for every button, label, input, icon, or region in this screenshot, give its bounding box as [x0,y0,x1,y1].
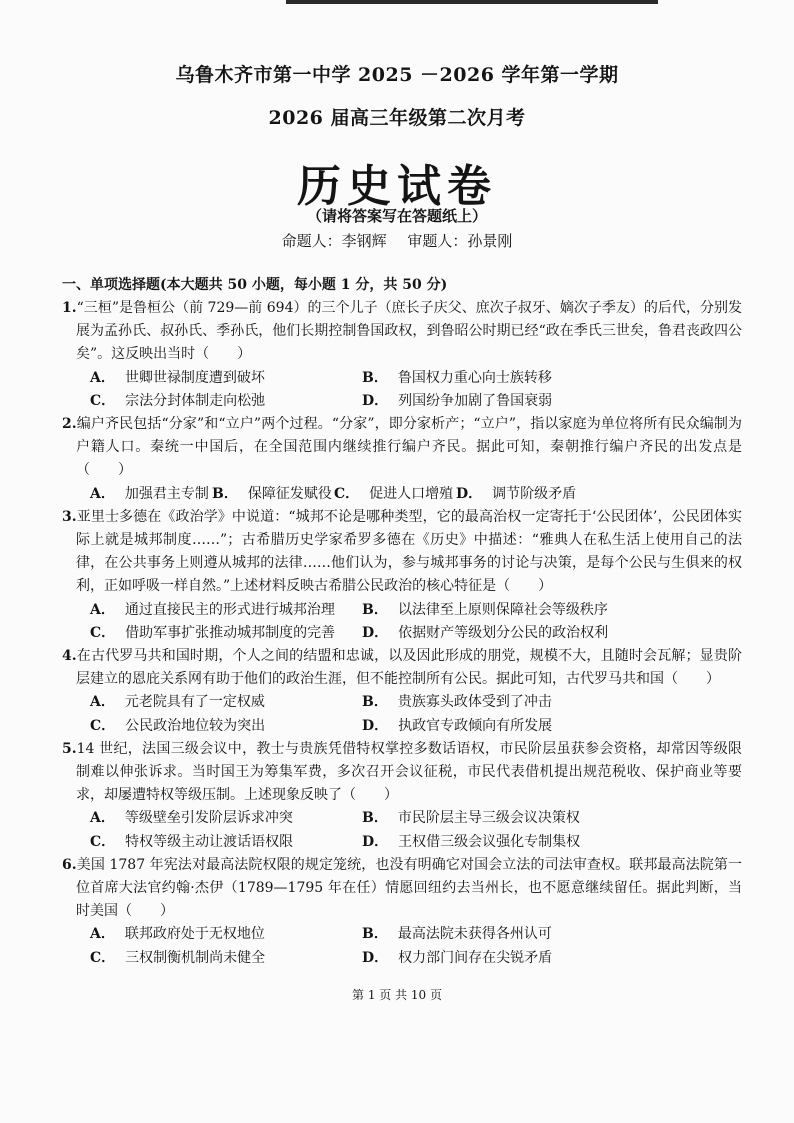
question-number: 6. [62,856,77,873]
question-stem: 14 世纪，法国三级会议中，教士与贵族凭借特权掌控多数话语权，市民阶层虽获参会资格，却常因等级限制难以伸张诉求。当时国王为筹集军费，多次召开会议征税，市民代表借机提出规范税收、保护商业等要求，却屡遭特权等级压制。上述现象反映了（ ） [76,740,742,804]
option-b[interactable]: B． 市民阶层主导三级会议决策权 [362,810,580,827]
option-list [62,599,742,645]
question-stem: “三桓”是鲁桓公（前 729—前 694）的三个儿子（庶长子庆父、庶次子叔牙、嫡次子季友）的后代，分别发展为孟孙氏、叔孙氏、季孙氏，他们长期控制鲁国政权，到鲁昭公时期已经“政在季氏三世矣，鲁君丧政四公矣”。这反映出当时（ ） [76,300,742,363]
option-list [62,923,742,969]
option-a[interactable]: A． 元老院具有了一定权威 [90,694,265,711]
option-list [62,483,742,506]
section-title: 一、单项选择题(本大题共 50 小题，每小题 1 分，共 50 分) [62,277,448,293]
question-number: 5. [62,740,77,757]
option-list [62,691,742,737]
option-d[interactable]: D． 执政官专政倾向有所发展 [362,717,553,734]
question-stem: 编户齐民包括“分家”和“立户”两个过程。“分家”，即分家析产；“立户”，指以家庭为单位将所有民众编制为户籍人口。秦统一中国后，在全国范围内继续推行编户齐民。据此可知，秦朝推行编户齐民的出发点是（ ） [76,416,742,479]
question-2 [62,413,742,506]
option-b[interactable]: B． 鲁国权力重心向士族转移 [362,369,552,386]
option-c[interactable]: C． 借助军事扩张推动城邦制度的完善 [90,624,336,641]
option-a[interactable]: A． 世卿世禄制度遭到破坏 [90,369,265,386]
question-stem: 亚里士多德在《政治学》中说道：“城邦不论是哪种类型，它的最高治权一定寄托于‘公民团体’，公民团体实际上就是城邦制度……”；古希腊历史学家希罗多德在《历史》中描述：“雅典人在私生活上使用自己的法律，在公共事务上则遵从城邦的法律……他们认为，参与城邦事务的讨论与决策，是每个公民与生俱来的权利，正如呼吸一样自然。”上述材料反映古希腊公民政治的核心特征是（ ） [76,508,742,595]
option-d[interactable]: D． 依据财产等级划分公民的政治权利 [362,624,609,641]
authors-line [0,230,794,251]
option-c[interactable]: C． 特权等级主动让渡话语权限 [90,833,294,850]
answer-sheet-note: （请将答案写在答题纸上） [306,207,487,225]
question-3 [62,506,742,645]
question-stem: 美国 1787 年宪法对最高法院权限的规定笼统，也没有明确它对国会立法的司法审查权。联邦最高法院第一位首席大法官约翰·杰伊（1789—1795 年在任）情愿回纽约去当州长，也不愿意继续留任。据此判断，当时美国（ ） [76,856,742,920]
question-5 [62,738,742,854]
exam-name-heading: 2026 届高三年级第二次月考 [268,107,526,129]
question-number: 4. [62,648,77,665]
option-list [62,807,742,853]
scan-edge-bar [286,0,658,4]
question-1 [62,297,742,413]
option-a[interactable]: A． 通过直接民主的形式进行城邦治理 [90,601,335,618]
option-d[interactable]: D． 王权借三级会议强化专制集权 [362,833,581,850]
option-a[interactable]: A． 联邦政府处于无权地位 [90,926,265,943]
option-d[interactable]: D． 权力部门间存在尖锐矛盾 [362,949,553,966]
option-c[interactable]: C． 公民政治地位较为突出 [90,717,266,734]
question-4 [62,645,742,738]
option-a[interactable]: A． 加强君主专制 [90,485,209,502]
question-stem: 在古代罗马共和国时期，个人之间的结盟和忠诚，以及因此形成的朋党，规模不大，且随时会瓦解；显贵阶层建立的恩庇关系网有助于他们的政治生涯，但不能控制所有公民。据此可知，古代罗马共和国（ ） [76,648,742,688]
school-term-heading: 乌鲁木齐市第一中学 2025 －2026 学年第一学期 [175,64,619,86]
option-b[interactable]: B． 最高法院未获得各州认可 [362,926,552,943]
option-d[interactable]: D． 调节阶级矛盾 [456,485,577,502]
question-6 [62,854,742,970]
option-a[interactable]: A． 等级壁垒引发阶层诉求冲突 [90,810,293,827]
option-b[interactable]: B． 保障征发赋役 [212,485,332,502]
page-number: 第 1 页 共 10 页 [352,988,442,1002]
question-reviewer: 审题人：孙景刚 [407,232,513,250]
option-b[interactable]: B． 贵族寡头政体受到了冲击 [362,694,552,711]
question-number: 2. [62,416,77,433]
option-c[interactable]: C． 宗法分封体制走向松弛 [90,392,266,409]
option-b[interactable]: B． 以法律至上原则保障社会等级秩序 [362,601,608,618]
question-list [62,297,742,970]
option-d[interactable]: D． 列国纷争加剧了鲁国衰弱 [362,392,553,409]
question-number: 3. [62,508,77,525]
option-list [62,367,742,413]
question-number: 1. [62,300,77,316]
option-c[interactable]: C． 三权制衡机制尚未健全 [90,949,266,966]
question-author: 命题人：李钢辉 [281,232,387,250]
option-c[interactable]: C． 促进人口增殖 [334,485,454,502]
page-title: 历史试卷 [297,161,497,212]
